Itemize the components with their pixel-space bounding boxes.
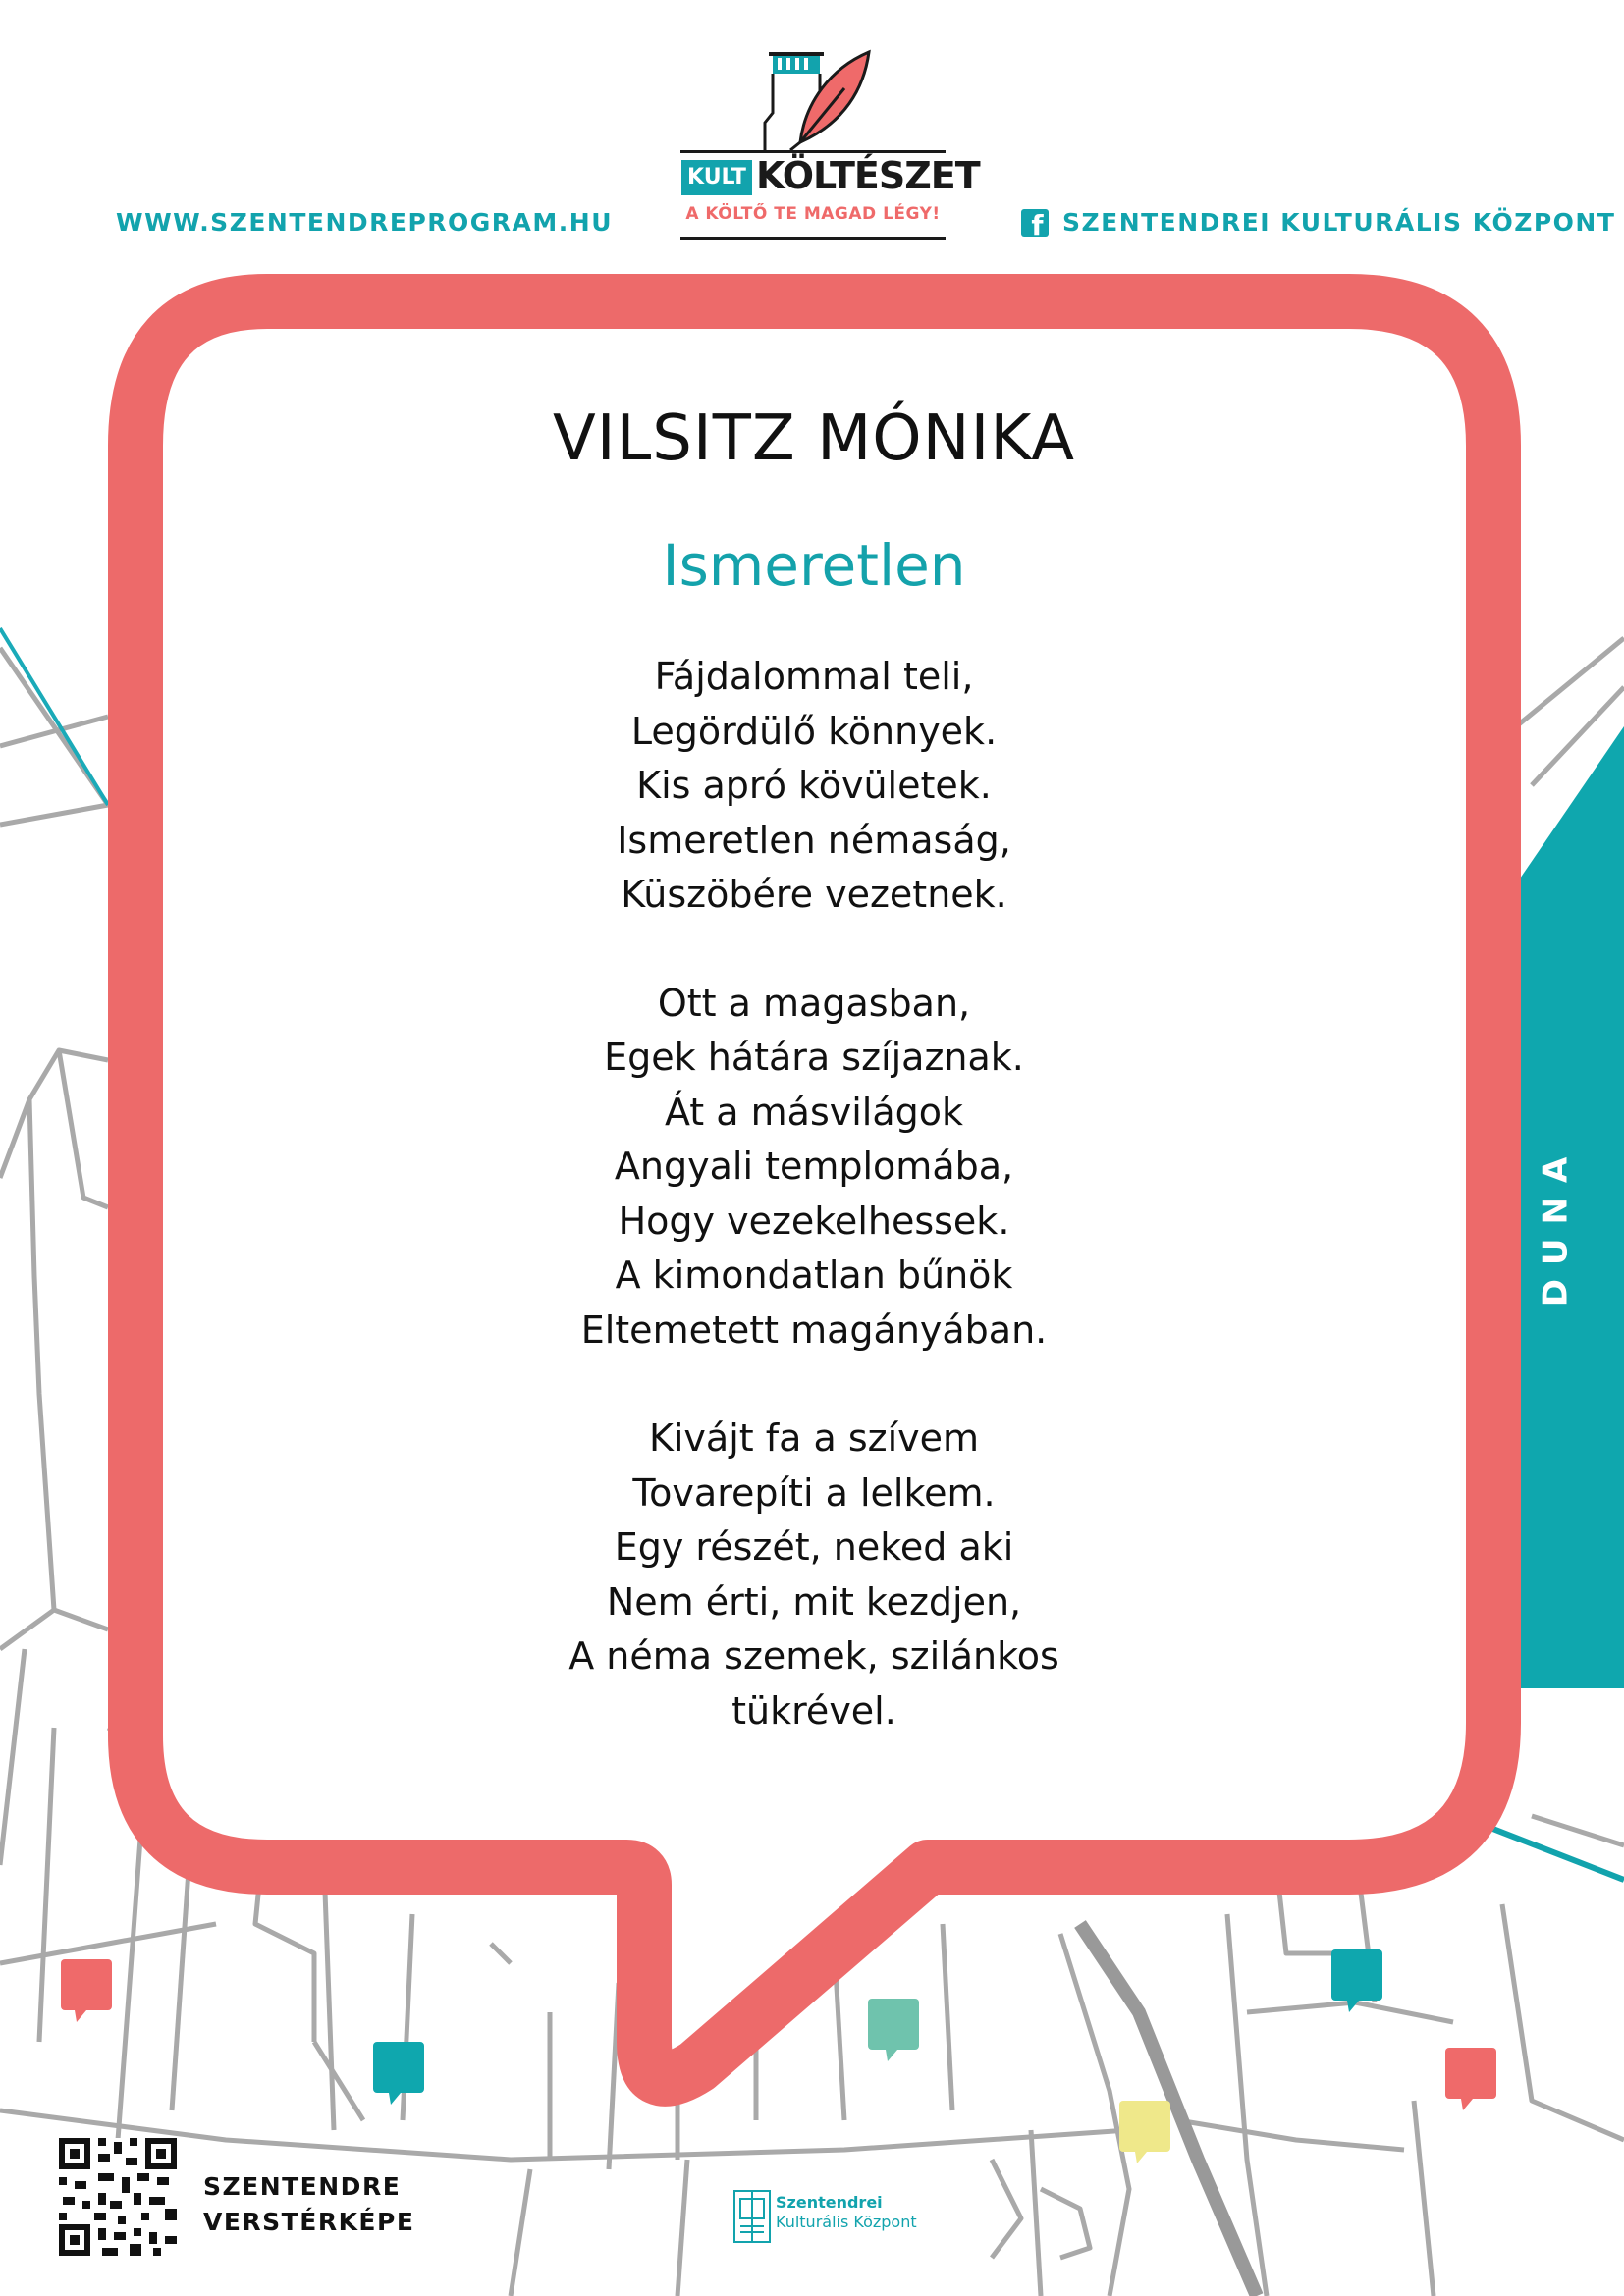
partner-logo (727, 2181, 917, 2250)
poem-line: Nem érti, mit kezdjen, (606, 1579, 1022, 1624)
poem-line: Egek hátára szíjaznak. (604, 1036, 1024, 1079)
poem-line: Angyali templomába, (614, 1145, 1014, 1188)
facebook-icon: f (1021, 209, 1049, 237)
map-marker-mint[interactable] (868, 1999, 919, 2061)
map-marker-teal-1[interactable] (373, 2042, 424, 2105)
poem-line: Ismeretlen némaság, (617, 818, 1011, 862)
poem-line: Fájdalommal teli, (654, 655, 974, 698)
qr-caption-line: VERSTÉRKÉPE (203, 2208, 415, 2236)
river-label: DUNA (1536, 1143, 1576, 1308)
poem-line: tükrével. (731, 1688, 896, 1733)
qr-caption (203, 2169, 414, 2240)
facebook-link[interactable] (1021, 208, 1616, 241)
poem-line: Kivájt fa a szívem (648, 1416, 980, 1460)
website-link[interactable]: WWW.SZENTENDREPROGRAM.HU (116, 208, 613, 237)
logo-badge: KULT (681, 160, 752, 195)
poem-line: Tovarepíti a lelkem. (632, 1470, 996, 1515)
poem-line: Legördülő könnyek. (630, 709, 998, 753)
poem-line: Hogy vezekelhessek. (618, 1199, 1010, 1243)
qr-code-icon[interactable] (59, 2138, 177, 2256)
poem-body (162, 650, 1466, 1738)
poem-line: Egy részét, neked aki (614, 1525, 1014, 1569)
poem-stanza (162, 650, 1466, 923)
poem-line: Ott a magasban, (657, 981, 971, 1025)
partner-name-line: Szentendrei (776, 2193, 883, 2212)
map-marker-coral-2[interactable] (1445, 2048, 1496, 2110)
qr-caption-line: SZENTENDRE (203, 2172, 402, 2201)
poem-line: Át a másvilágok (664, 1090, 964, 1134)
poem-line: A kimondatlan bűnök (615, 1254, 1013, 1297)
poem-card-content (162, 334, 1466, 1792)
river-line-left (0, 628, 108, 805)
facebook-page-label: SZENTENDREI KULTURÁLIS KÖZPONT (1062, 208, 1616, 237)
map-marker-yellow[interactable] (1119, 2101, 1170, 2163)
logo-title: KÖLTÉSZET (756, 154, 980, 197)
building-icon (732, 2189, 772, 2244)
river-line-right (1473, 1821, 1624, 1880)
partner-name-line: Kulturális Központ (776, 2213, 917, 2231)
kult-kolteszet-logo (677, 44, 980, 245)
poem-stanza (162, 1412, 1466, 1738)
poem-author: VILSITZ MÓNIKA (552, 402, 1076, 475)
map-marker-coral-1[interactable] (61, 1959, 112, 2022)
poem-line: Kis apró kövületek. (636, 764, 992, 807)
feather-tower-icon (761, 44, 879, 152)
poem-stanza (162, 977, 1466, 1359)
poem-title: Ismeretlen (662, 532, 966, 599)
logo-tagline: A KÖLTŐ TE MAGAD LÉGY! (685, 204, 941, 224)
poem-line: Eltemetett magányában. (580, 1308, 1048, 1352)
poem-line: Küszöbére vezetnek. (621, 873, 1007, 916)
poem-line: A néma szemek, szilánkos (568, 1634, 1059, 1678)
